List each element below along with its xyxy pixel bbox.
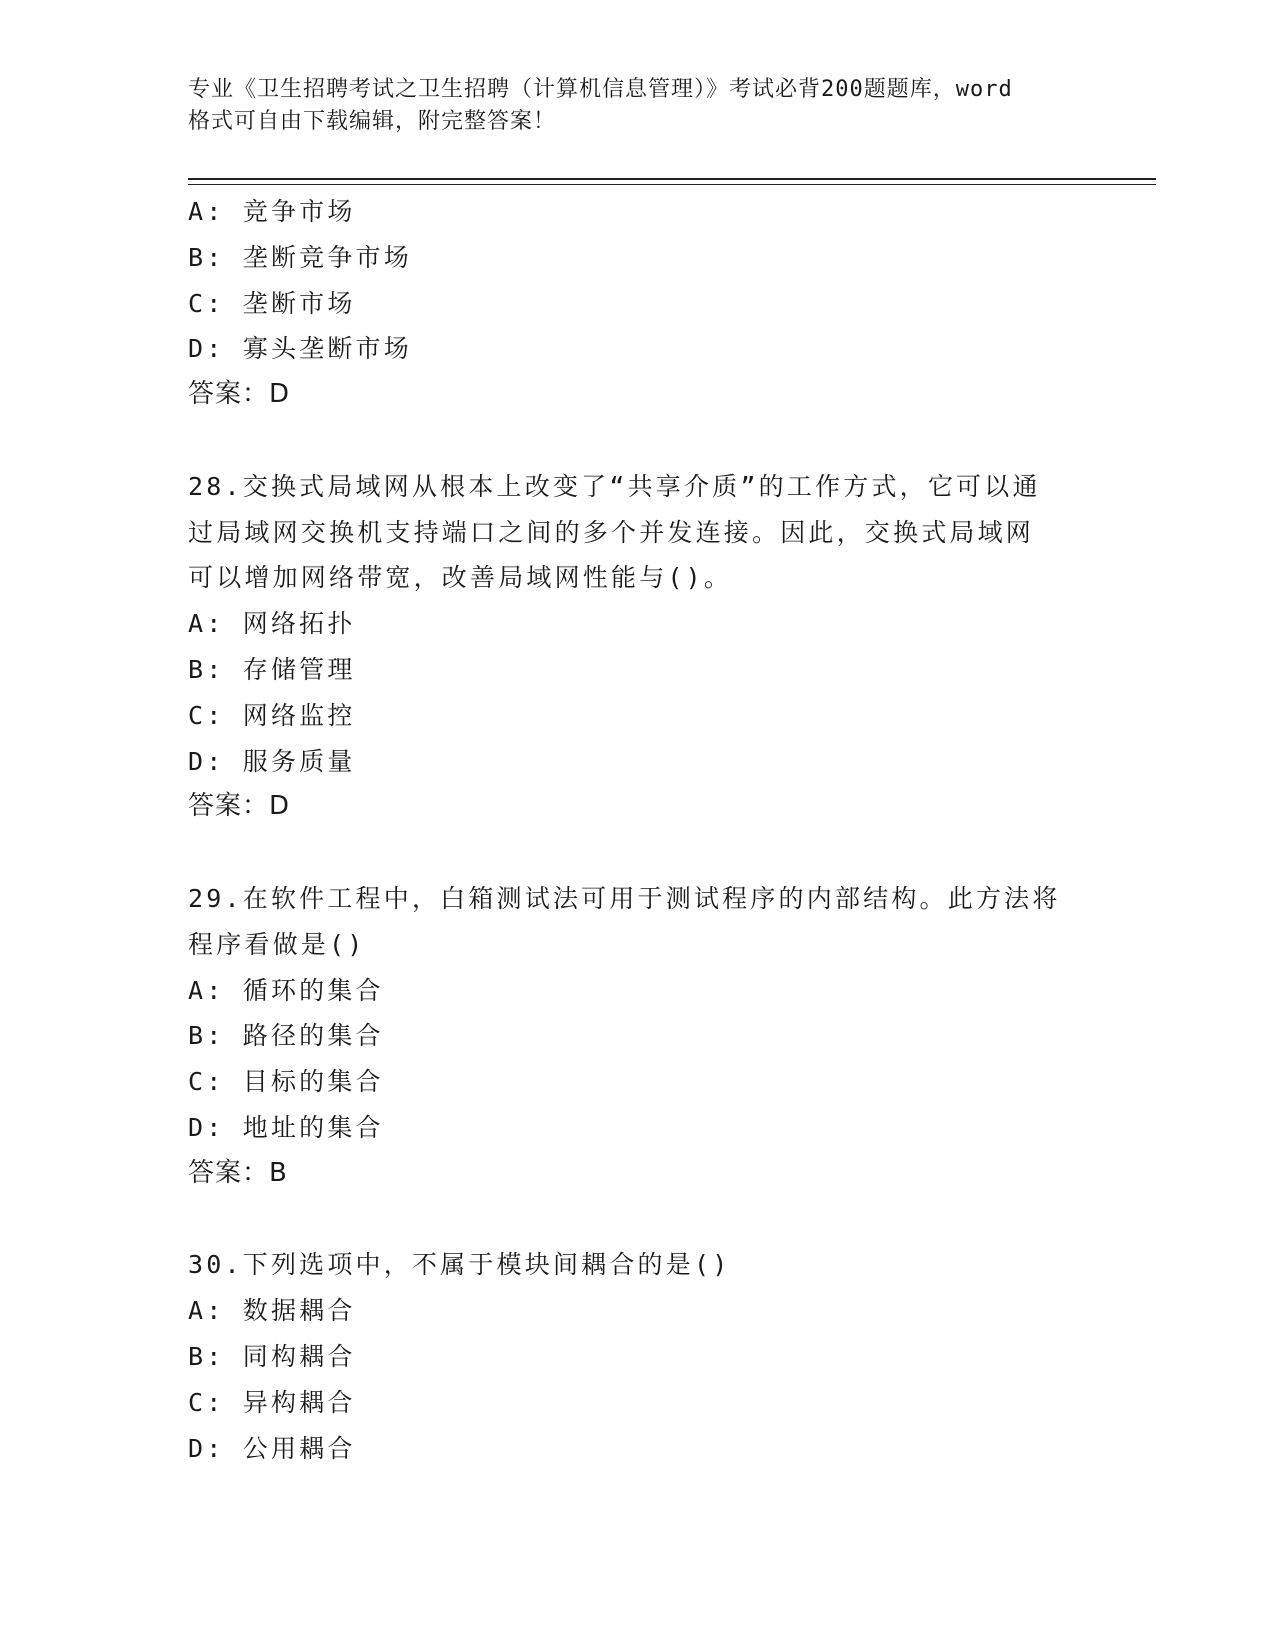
option-a: A: 竞争市场 — [188, 197, 356, 226]
option-b: B: 路径的集合 — [188, 1021, 384, 1051]
option-c: C: 目标的集合 — [188, 1067, 384, 1097]
option-a: A: 网络拓扑 — [188, 609, 356, 639]
header-line-2: 格式可自由下载编辑，附完整答案！ — [188, 109, 557, 134]
option-b: B: 垄断竞争市场 — [188, 242, 412, 272]
question-stem-line: 29.在软件工程中，白箱测试法可用于测试程序的内部结构。此方法将 — [188, 883, 1061, 913]
header-divider-thick — [188, 178, 1156, 180]
option-c: C: 垄断市场 — [188, 288, 356, 318]
question-stem-line: 28.交换式局域网从根本上改变了“共享介质”的工作方式，它可以通 — [188, 471, 1041, 501]
question-stem-line: 30.下列选项中，不属于模块间耦合的是() — [188, 1250, 731, 1280]
header-line-1: 专业《卫生招聘考试之卫生招聘（计算机信息管理）》考试必背200题题库，word — [188, 77, 1013, 102]
question-stem-line: 可以增加网络带宽，改善局域网性能与()。 — [188, 563, 733, 593]
header-divider-thin — [188, 184, 1156, 185]
option-c: C: 网络监控 — [188, 700, 356, 730]
answer: 答案：D — [188, 791, 291, 822]
option-d: D: 寡头垄断市场 — [188, 334, 412, 364]
option-b: B: 同构耦合 — [188, 1341, 356, 1371]
question-27 — [188, 189, 1088, 418]
option-a: A: 循环的集合 — [188, 975, 384, 1005]
option-b: B: 存储管理 — [188, 654, 356, 684]
spacer — [188, 418, 1088, 464]
question-stem-line: 程序看做是() — [188, 929, 366, 959]
question-list — [188, 189, 1088, 1471]
option-d: D: 公用耦合 — [188, 1433, 356, 1463]
spacer — [188, 1197, 1088, 1243]
question-29 — [188, 876, 1088, 1197]
spacer — [188, 830, 1088, 876]
question-stem-line: 过局域网交换机支持端口之间的多个并发连接。因此，交换式局域网 — [188, 517, 1035, 547]
answer: 答案：D — [188, 379, 291, 410]
document-header — [188, 74, 1088, 138]
option-d: D: 地址的集合 — [188, 1112, 384, 1142]
option-c: C: 异构耦合 — [188, 1387, 356, 1417]
question-30 — [188, 1242, 1088, 1471]
option-d: D: 服务质量 — [188, 746, 356, 776]
option-a: A: 数据耦合 — [188, 1296, 356, 1326]
question-28 — [188, 464, 1088, 830]
answer: 答案：B — [188, 1157, 288, 1188]
